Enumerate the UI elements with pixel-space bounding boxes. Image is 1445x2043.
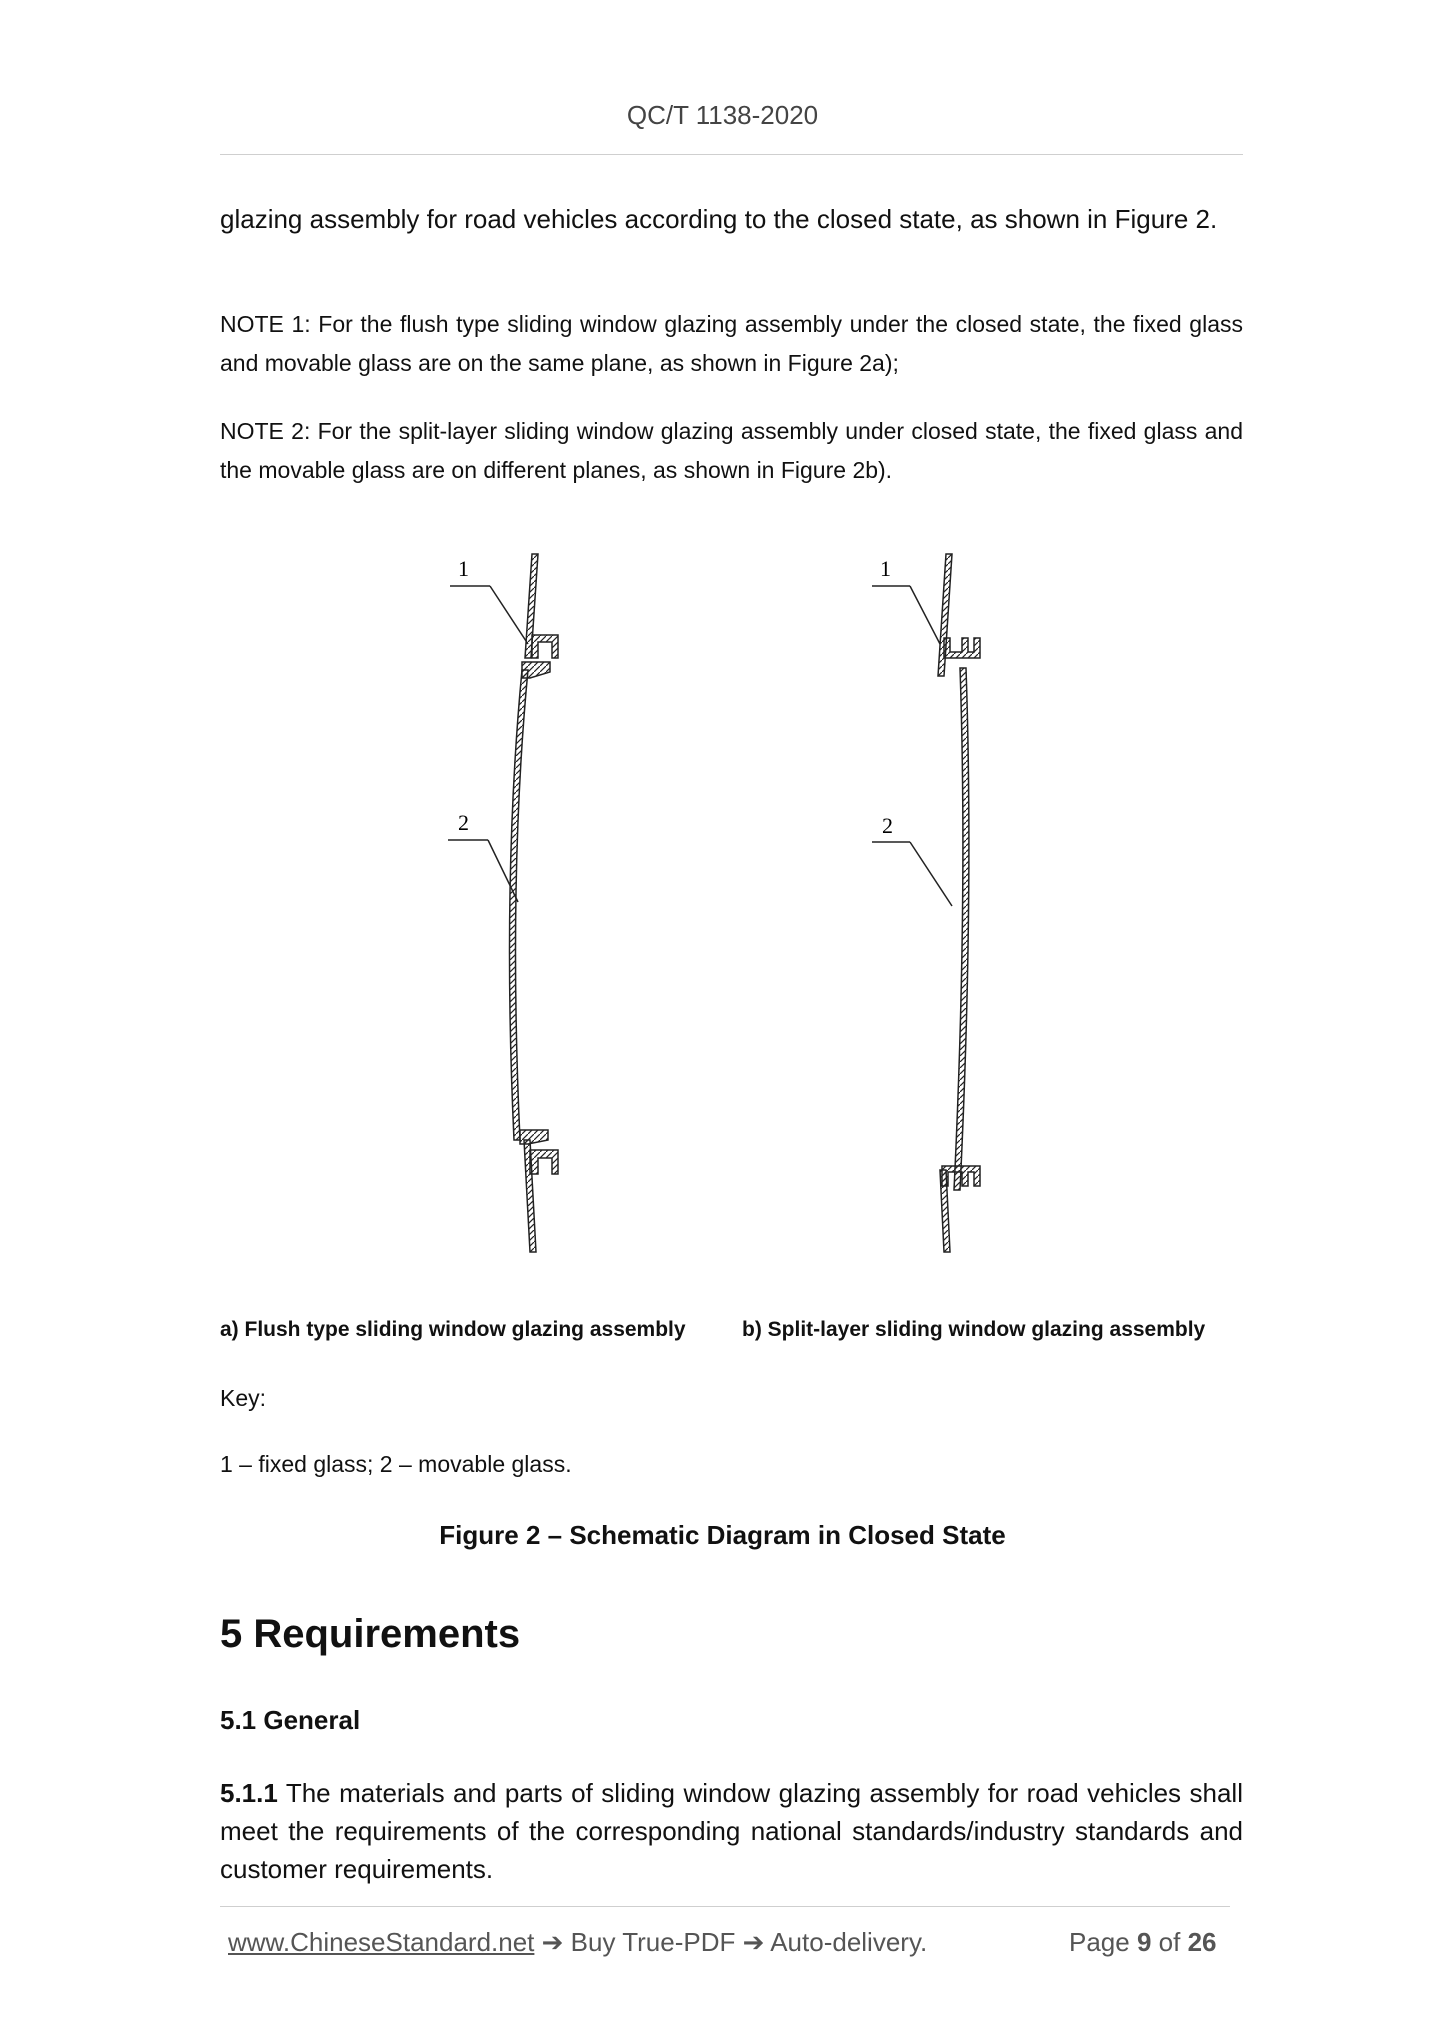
label-2-b: 2 xyxy=(882,813,893,838)
key-title: Key: xyxy=(220,1385,267,1411)
header-divider xyxy=(220,154,1243,155)
key-text: 1 – fixed glass; 2 – movable glass. xyxy=(220,1451,572,1477)
note-2: NOTE 2: For the split-layer sliding window glazing assembly under closed state, the fixed glass and the movable glass are on different planes, as shown in Figure 2b). xyxy=(220,418,1243,483)
arrow-icon: ➔ xyxy=(742,1927,765,1957)
panel-b-drawing xyxy=(872,554,980,1252)
caption-panel-b: b) Split-layer sliding window glazing assembly xyxy=(742,1318,1206,1341)
label-1-a: 1 xyxy=(458,556,469,581)
total-pages: 26 xyxy=(1187,1927,1217,1957)
panel-a-drawing xyxy=(448,554,558,1252)
footer-links xyxy=(228,1927,927,1958)
buy-link[interactable]: Buy True-PDF xyxy=(570,1927,736,1957)
footer-divider xyxy=(220,1906,1230,1907)
subsection-heading: 5.1 General xyxy=(220,1705,361,1735)
clause-number: 5.1.1 xyxy=(220,1778,278,1808)
page-indicator: Page 9 of 26 xyxy=(1069,1927,1217,1957)
caption-panel-a: a) Flush type sliding window glazing assembly xyxy=(220,1318,686,1341)
clause-5-1-1 xyxy=(220,1774,1243,1888)
figure-title: Figure 2 – Schematic Diagram in Closed State xyxy=(439,1520,1006,1550)
delivery-text: Auto-delivery. xyxy=(770,1927,928,1957)
figure-2-diagram xyxy=(420,540,1020,1260)
document-header: QC/T 1138-2020 xyxy=(626,100,819,130)
label-2-a: 2 xyxy=(458,810,469,835)
site-link[interactable]: www.ChineseStandard.net xyxy=(228,1927,535,1957)
intro-paragraph: glazing assembly for road vehicles according to the closed state, as shown in Figure 2. xyxy=(220,204,1218,234)
section-heading: 5 Requirements xyxy=(220,1612,521,1656)
arrow-icon: ➔ xyxy=(541,1927,564,1957)
clause-text: The materials and parts of sliding window glazing assembly for road vehicles shall meet the requirements of the corresponding national standards/industry standards and customer requirements. xyxy=(220,1778,1243,1884)
label-1-b: 1 xyxy=(880,556,891,581)
current-page: 9 xyxy=(1136,1927,1152,1957)
note-1: NOTE 1: For the flush type sliding window glazing assembly under the closed state, the fixed glass and movable glass are on the same plane, as shown in Figure 2a); xyxy=(220,311,1243,376)
